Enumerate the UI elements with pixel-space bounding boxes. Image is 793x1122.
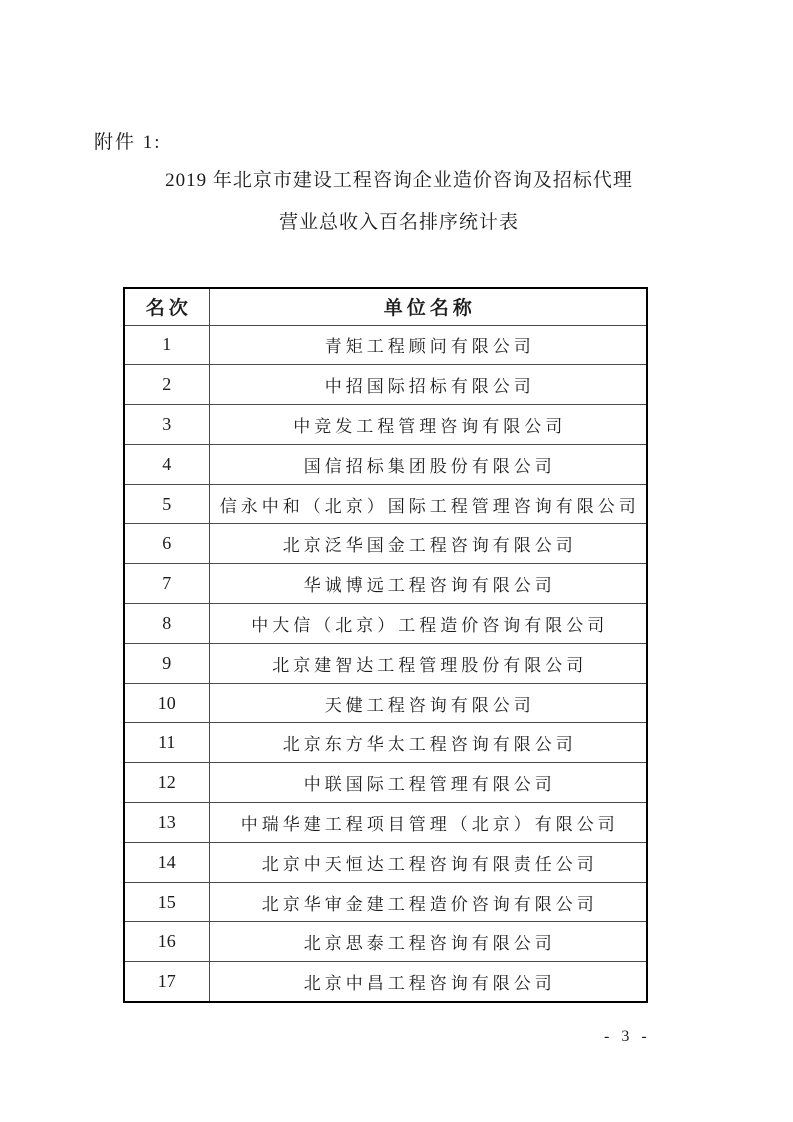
company-name-cell: 中联国际工程管理有限公司 [209, 763, 647, 803]
table-body [124, 325, 647, 1002]
table-row [124, 643, 647, 683]
company-name-cell: 华诚博远工程咨询有限公司 [209, 564, 647, 604]
company-name-cell: 北京中天恒达工程咨询有限责任公司 [209, 842, 647, 882]
title-line-2: 营业总收入百名排序统计表 [278, 212, 519, 233]
table-row [124, 524, 647, 564]
table-row [124, 604, 647, 644]
table-header-row [124, 288, 647, 325]
title-line-1: 2019 年北京市建设工程咨询企业造价咨询及招标代理 [165, 170, 633, 191]
company-name-cell: 北京中昌工程咨询有限公司 [209, 962, 647, 1002]
header-rank: 名次 [124, 288, 209, 325]
table-row [124, 962, 647, 1002]
table-row [124, 763, 647, 803]
table-row [124, 683, 647, 723]
table-row [124, 882, 647, 922]
company-name-cell: 北京华审金建工程造价咨询有限公司 [209, 882, 647, 922]
company-name-cell: 中大信（北京）工程造价咨询有限公司 [209, 604, 647, 644]
company-name-cell: 北京东方华太工程咨询有限公司 [209, 723, 647, 763]
attachment-label: 附件 1: [94, 132, 162, 153]
table-row [124, 922, 647, 962]
table-row [124, 723, 647, 763]
table-row [124, 564, 647, 604]
rank-cell: 13 [124, 803, 209, 843]
table-row [124, 842, 647, 882]
company-name-cell: 天健工程咨询有限公司 [209, 683, 647, 723]
table-row [124, 405, 647, 445]
rank-cell: 10 [124, 683, 209, 723]
rank-cell: 3 [124, 405, 209, 445]
company-name-cell: 中招国际招标有限公司 [209, 365, 647, 405]
rank-cell: 17 [124, 962, 209, 1002]
document-title [6, 160, 792, 244]
rank-cell: 8 [124, 604, 209, 644]
table-row [124, 444, 647, 484]
table-row [124, 803, 647, 843]
table-row [124, 484, 647, 524]
rank-cell: 1 [124, 325, 209, 365]
company-name-cell: 信永中和（北京）国际工程管理咨询有限公司 [209, 484, 647, 524]
rank-cell: 14 [124, 842, 209, 882]
rank-cell: 2 [124, 365, 209, 405]
rank-cell: 9 [124, 643, 209, 683]
company-name-cell: 北京建智达工程管理股份有限公司 [209, 643, 647, 683]
rank-cell: 4 [124, 444, 209, 484]
rank-cell: 16 [124, 922, 209, 962]
company-name-cell: 中竞发工程管理咨询有限公司 [209, 405, 647, 445]
table-row [124, 365, 647, 405]
rank-cell: 11 [124, 723, 209, 763]
rank-cell: 7 [124, 564, 209, 604]
page-number: - 3 - [604, 1028, 651, 1045]
table-row [124, 325, 647, 365]
company-name-cell: 北京思泰工程咨询有限公司 [209, 922, 647, 962]
company-name-cell: 青矩工程顾问有限公司 [209, 325, 647, 365]
header-company-name: 单位名称 [209, 288, 647, 325]
rank-cell: 6 [124, 524, 209, 564]
rank-cell: 5 [124, 484, 209, 524]
rank-cell: 15 [124, 882, 209, 922]
company-name-cell: 北京泛华国金工程咨询有限公司 [209, 524, 647, 564]
ranking-table [123, 287, 648, 1003]
rank-cell: 12 [124, 763, 209, 803]
company-name-cell: 国信招标集团股份有限公司 [209, 444, 647, 484]
company-name-cell: 中瑞华建工程项目管理（北京）有限公司 [209, 803, 647, 843]
